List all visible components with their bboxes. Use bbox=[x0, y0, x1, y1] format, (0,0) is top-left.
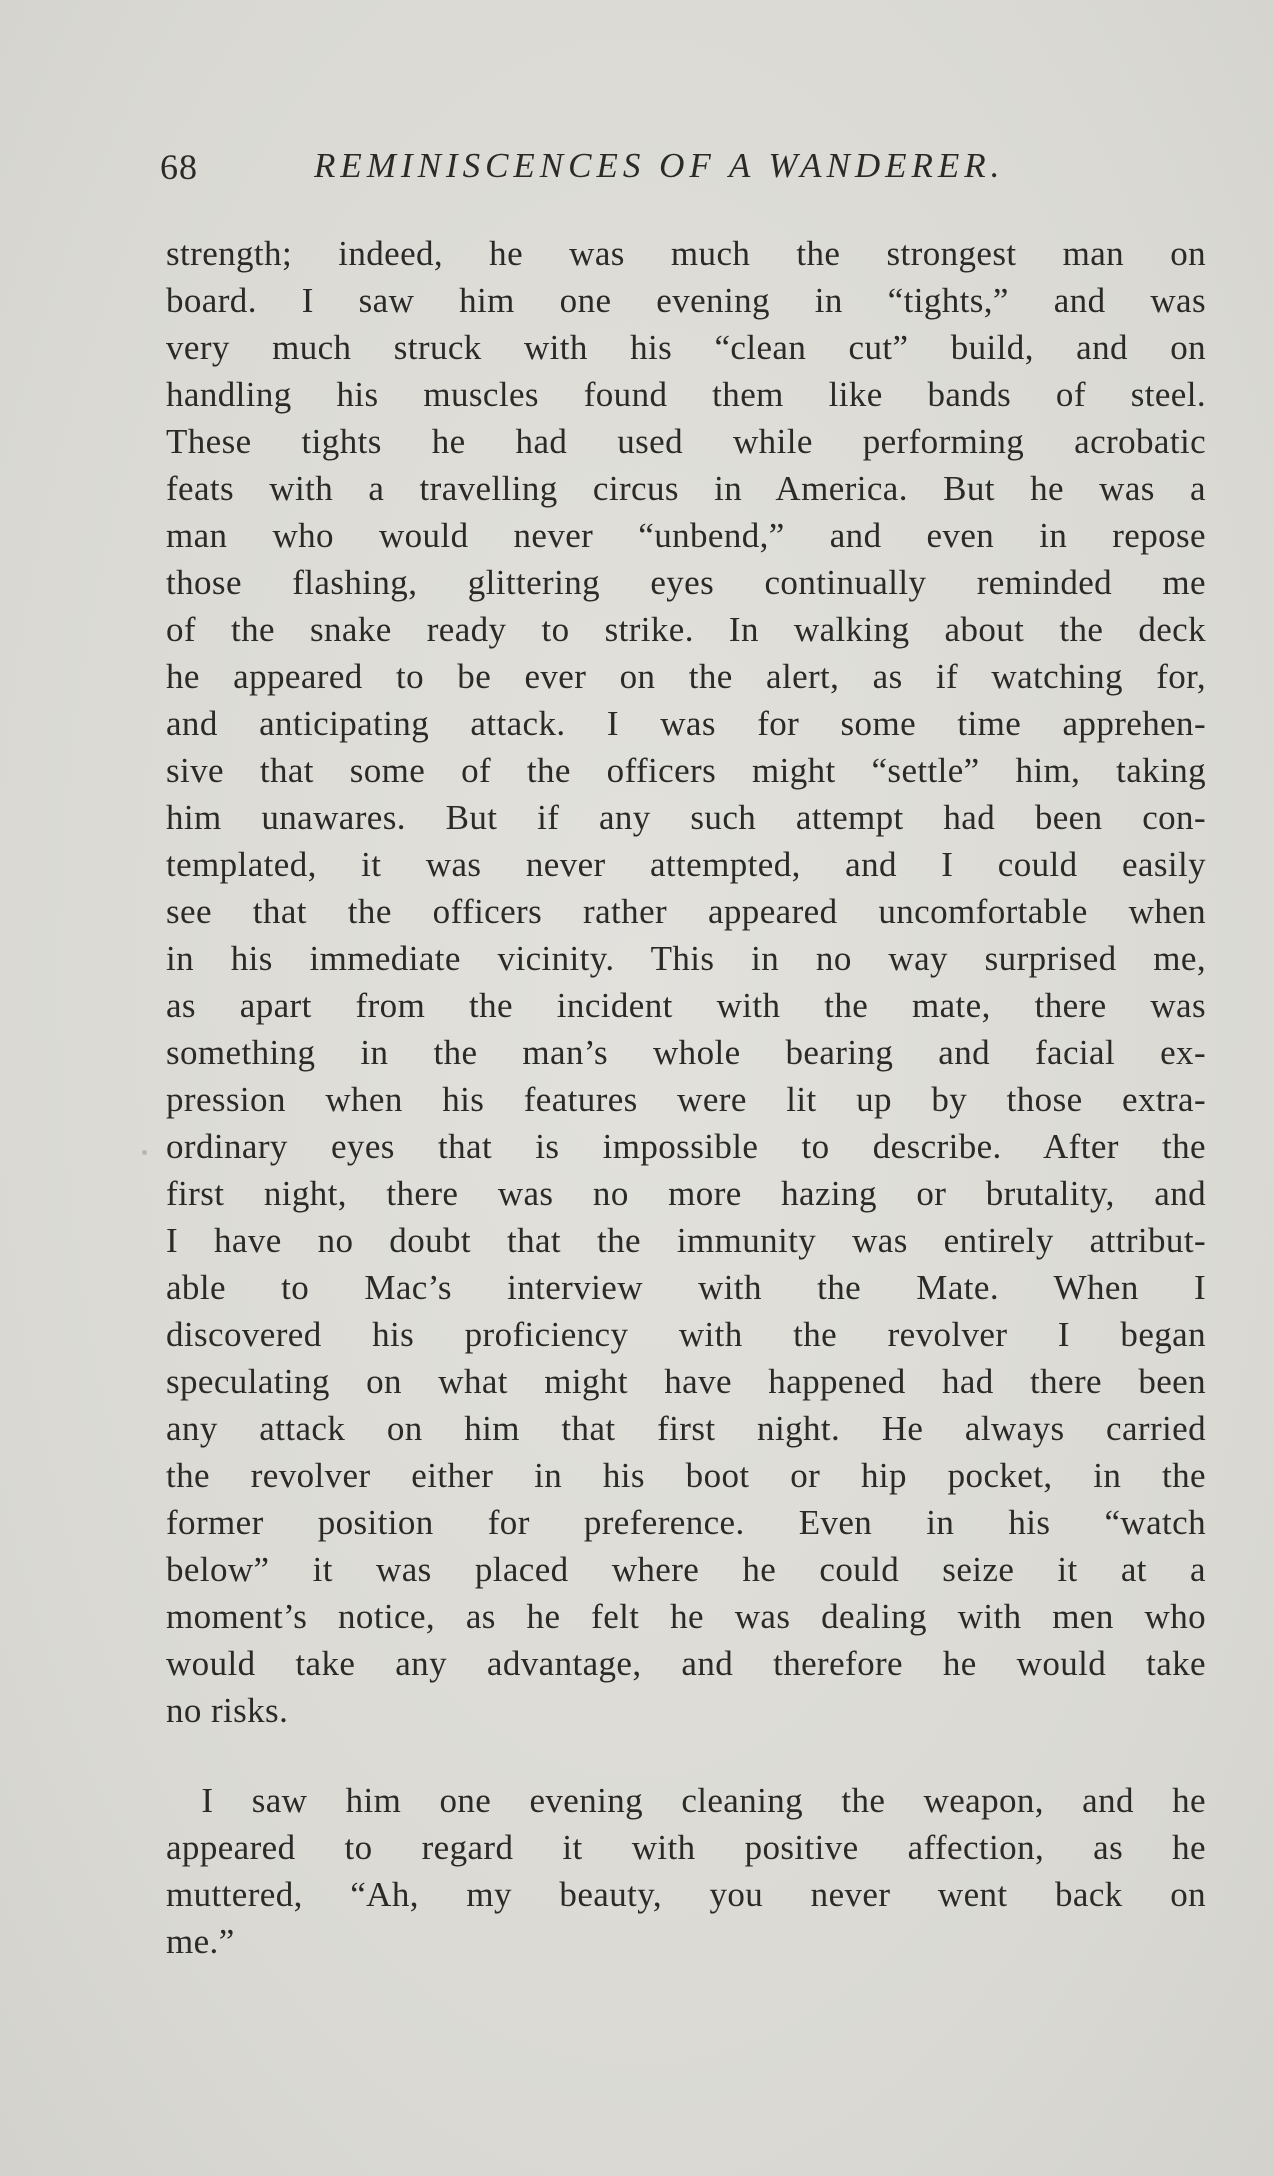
body-paragraph-1 bbox=[166, 230, 1206, 1734]
text-line: discovered his proficiency with the revolver I began bbox=[166, 1315, 1206, 1354]
running-title: REMINISCENCES OF A WANDERER. bbox=[314, 146, 1005, 185]
text-line: strength; indeed, he was much the strongest man on bbox=[166, 234, 1206, 273]
text-line: those flashing, glittering eyes continually reminded me bbox=[166, 563, 1206, 602]
text-line: I saw him one evening cleaning the weapon, and he bbox=[166, 1781, 1206, 1820]
running-header bbox=[160, 146, 1160, 192]
text-line: as apart from the incident with the mate, there was bbox=[166, 986, 1206, 1025]
text-line: muttered, “Ah, my beauty, you never went back on bbox=[166, 1875, 1206, 1914]
text-line: of the snake ready to strike. In walking about the deck bbox=[166, 610, 1206, 649]
text-line: appeared to regard it with positive affection, as he bbox=[166, 1828, 1206, 1867]
text-line: no risks. bbox=[166, 1691, 289, 1730]
text-line: in his immediate vicinity. This in no way surprised me, bbox=[166, 939, 1206, 978]
page-number: 68 bbox=[160, 147, 198, 187]
text-line: former position for preference. Even in his “watch bbox=[166, 1503, 1206, 1542]
text-line: any attack on him that first night. He always carried bbox=[166, 1409, 1206, 1448]
text-line: very much struck with his “clean cut” build, and on bbox=[166, 328, 1206, 367]
text-line: man who would never “unbend,” and even in repose bbox=[166, 516, 1206, 555]
text-line: I have no doubt that the immunity was entirely attribut- bbox=[166, 1221, 1206, 1260]
text-line: would take any advantage, and therefore he would take bbox=[166, 1644, 1206, 1683]
text-line: templated, it was never attempted, and I could easily bbox=[166, 845, 1206, 884]
text-line: the revolver either in his boot or hip pocket, in the bbox=[166, 1456, 1206, 1495]
text-line: first night, there was no more hazing or brutality, and bbox=[166, 1174, 1206, 1213]
margin-speck bbox=[142, 1150, 147, 1155]
text-line: he appeared to be ever on the alert, as if watching for, bbox=[166, 657, 1206, 696]
text-line: something in the man’s whole bearing and facial ex- bbox=[166, 1033, 1206, 1072]
text-line: board. I saw him one evening in “tights,” and was bbox=[166, 281, 1206, 320]
text-line: able to Mac’s interview with the Mate. When I bbox=[166, 1268, 1206, 1307]
text-line: me.” bbox=[166, 1922, 235, 1961]
text-line: feats with a travelling circus in America. But he was a bbox=[166, 469, 1206, 508]
text-line: handling his muscles found them like bands of steel. bbox=[166, 375, 1206, 414]
text-line: ordinary eyes that is impossible to describe. After the bbox=[166, 1127, 1206, 1166]
text-line: pression when his features were lit up by those extra- bbox=[166, 1080, 1206, 1119]
text-line: him unawares. But if any such attempt had been con- bbox=[166, 798, 1206, 837]
text-line: moment’s notice, as he felt he was dealing with men who bbox=[166, 1597, 1206, 1636]
text-line: see that the officers rather appeared uncomfortable when bbox=[166, 892, 1206, 931]
text-line: below” it was placed where he could seize it at a bbox=[166, 1550, 1206, 1589]
text-line: speculating on what might have happened had there been bbox=[166, 1362, 1206, 1401]
body-paragraph-2 bbox=[166, 1777, 1206, 1965]
text-line: sive that some of the officers might “settle” him, taking bbox=[166, 751, 1206, 790]
text-line: and anticipating attack. I was for some time apprehen- bbox=[166, 704, 1206, 743]
text-line: These tights he had used while performing acrobatic bbox=[166, 422, 1206, 461]
